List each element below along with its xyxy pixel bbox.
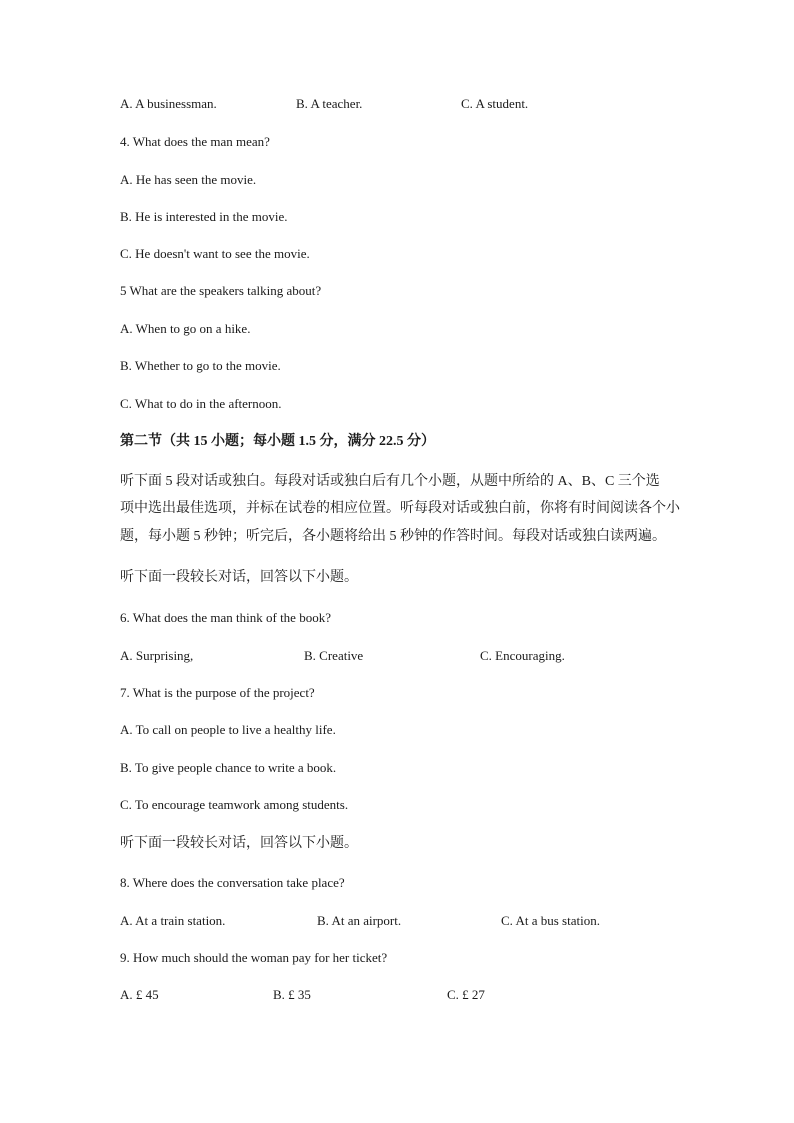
q7-question: 7. What is the purpose of the project? xyxy=(120,685,315,700)
instructions-line-1: 听下面 5 段对话或独白。每段对话或独白后有几个小题，从题中所给的 A、B、C 三个选 xyxy=(120,474,660,489)
q5-option-b: B. Whether to go to the movie. xyxy=(120,358,281,373)
listening-prompt-1: 听下面一段较长对话，回答以下小题。 xyxy=(120,570,358,585)
q9-option-b: B. £ 35 xyxy=(273,987,311,1002)
q5-question: 5 What are the speakers talking about? xyxy=(120,283,322,298)
q6-option-a: A. Surprising, xyxy=(120,648,194,663)
q9-question: 9. How much should the woman pay for her ticket? xyxy=(120,950,388,965)
section-heading: 第二节（共 15 小题；每小题 1.5 分，满分 22.5 分） xyxy=(120,434,435,449)
q8-option-b: B. At an airport. xyxy=(317,913,402,928)
q3-option-c: C. A student. xyxy=(461,96,529,111)
q9-option-a: A. £ 45 xyxy=(120,987,159,1002)
q4-option-b: B. He is interested in the movie. xyxy=(120,209,288,224)
q7-option-c: C. To encourage teamwork among students. xyxy=(120,797,349,812)
q4-question: 4. What does the man mean? xyxy=(120,134,270,149)
q7-option-b: B. To give people chance to write a book. xyxy=(120,760,337,775)
q6-option-c: C. Encouraging. xyxy=(480,648,565,663)
q3-option-b: B. A teacher. xyxy=(296,96,363,111)
q7-option-a: A. To call on people to live a healthy life. xyxy=(120,722,336,737)
instructions-line-3: 题，每小题 5 秒钟；听完后，各小题将给出 5 秒钟的作答时间。每段对话或独白读两遍。 xyxy=(120,529,666,544)
q8-question: 8. Where does the conversation take place? xyxy=(120,875,345,890)
q8-option-c: C. At a bus station. xyxy=(501,913,600,928)
q4-option-a: A. He has seen the movie. xyxy=(120,172,257,187)
q5-option-c: C. What to do in the afternoon. xyxy=(120,396,282,411)
q6-option-b: B. Creative xyxy=(304,648,364,663)
q5-option-a: A. When to go on a hike. xyxy=(120,321,251,336)
q9-option-c: C. £ 27 xyxy=(447,987,485,1002)
q6-question: 6. What does the man think of the book? xyxy=(120,610,331,625)
q3-option-a: A. A businessman. xyxy=(120,96,217,111)
q8-option-a: A. At a train station. xyxy=(120,913,226,928)
instructions-line-2: 项中选出最佳选项，并标在试卷的相应位置。听每段对话或独白前，你将有时间阅读各个小 xyxy=(120,501,680,516)
listening-prompt-2: 听下面一段较长对话，回答以下小题。 xyxy=(120,836,358,851)
q4-option-c: C. He doesn't want to see the movie. xyxy=(120,246,310,261)
